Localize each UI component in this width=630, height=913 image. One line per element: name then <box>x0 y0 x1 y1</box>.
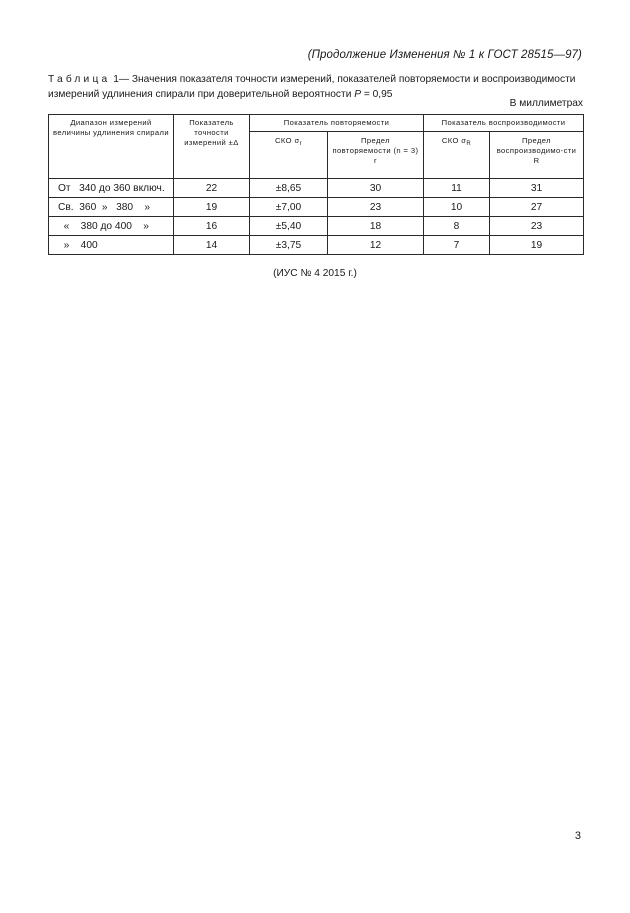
cell-accuracy: 19 <box>174 198 250 217</box>
continuation-header: (Продолжение Изменения № 1 к ГОСТ 28515—97) <box>307 49 582 61</box>
caption-text-line2: измерений удлинения спирали при доверительной вероятности <box>48 89 352 100</box>
header-accuracy: Показатель точности измерений ±Δ <box>174 115 250 179</box>
table-caption <box>48 72 583 102</box>
cell-sko-r: ±7,00 <box>250 198 328 217</box>
header-range: Диапазон измерений величины удлинения спирали <box>49 115 174 179</box>
header-sko-r-sub: r <box>299 141 302 147</box>
header-sko-R <box>424 132 490 179</box>
cell-limit-r: 12 <box>328 236 424 255</box>
cell-range: От 340 до 360 включ. <box>49 179 174 198</box>
header-sko-R-label: СКО σ <box>441 136 467 145</box>
header-sko-R-sub: R <box>466 141 472 147</box>
header-sko-r <box>250 132 328 179</box>
table-row <box>49 236 584 255</box>
cell-accuracy: 14 <box>174 236 250 255</box>
cell-limit-R: 27 <box>490 198 584 217</box>
cell-sko-R: 10 <box>424 198 490 217</box>
cell-range: Св. 360 » 380 » <box>49 198 174 217</box>
caption-equals: = 0,95 <box>361 89 393 100</box>
cell-sko-R: 8 <box>424 217 490 236</box>
cell-limit-R: 23 <box>490 217 584 236</box>
cell-sko-r: ±5,40 <box>250 217 328 236</box>
cell-limit-r: 23 <box>328 198 424 217</box>
header-reproducibility-group: Показатель воспроизводимости <box>424 115 584 132</box>
cell-limit-R: 19 <box>490 236 584 255</box>
cell-range: » 400 <box>49 236 174 255</box>
caption-number: 1 <box>113 74 119 85</box>
units-label: В миллиметрах <box>509 98 583 109</box>
header-repeatability-group: Показатель повторяемости <box>250 115 424 132</box>
cell-accuracy: 22 <box>174 179 250 198</box>
cell-sko-R: 7 <box>424 236 490 255</box>
cell-sko-r: ±3,75 <box>250 236 328 255</box>
caption-prefix: Таблица <box>48 74 111 85</box>
table-row <box>49 179 584 198</box>
page-number: 3 <box>574 830 581 842</box>
cell-sko-R: 11 <box>424 179 490 198</box>
caption-variable: P <box>354 89 362 100</box>
cell-limit-R: 31 <box>490 179 584 198</box>
cell-sko-r: ±8,65 <box>250 179 328 198</box>
header-limit-R: Предел воспроизводимо-сти R <box>490 132 584 179</box>
data-table <box>48 114 584 255</box>
header-sko-r-label: СКО σ <box>275 136 300 145</box>
cell-limit-r: 18 <box>328 217 424 236</box>
table-row <box>49 198 584 217</box>
header-limit-r: Предел повторяемости (n = 3) r <box>328 132 424 179</box>
caption-text: — Значения показателя точности измерений, показателей повторяемости и воспроизводимости <box>118 74 576 85</box>
cell-limit-r: 30 <box>328 179 424 198</box>
table-row <box>49 217 584 236</box>
ius-reference: (ИУС № 4 2015 г.) <box>273 268 357 279</box>
cell-range: « 380 до 400 » <box>49 217 174 236</box>
cell-accuracy: 16 <box>174 217 250 236</box>
